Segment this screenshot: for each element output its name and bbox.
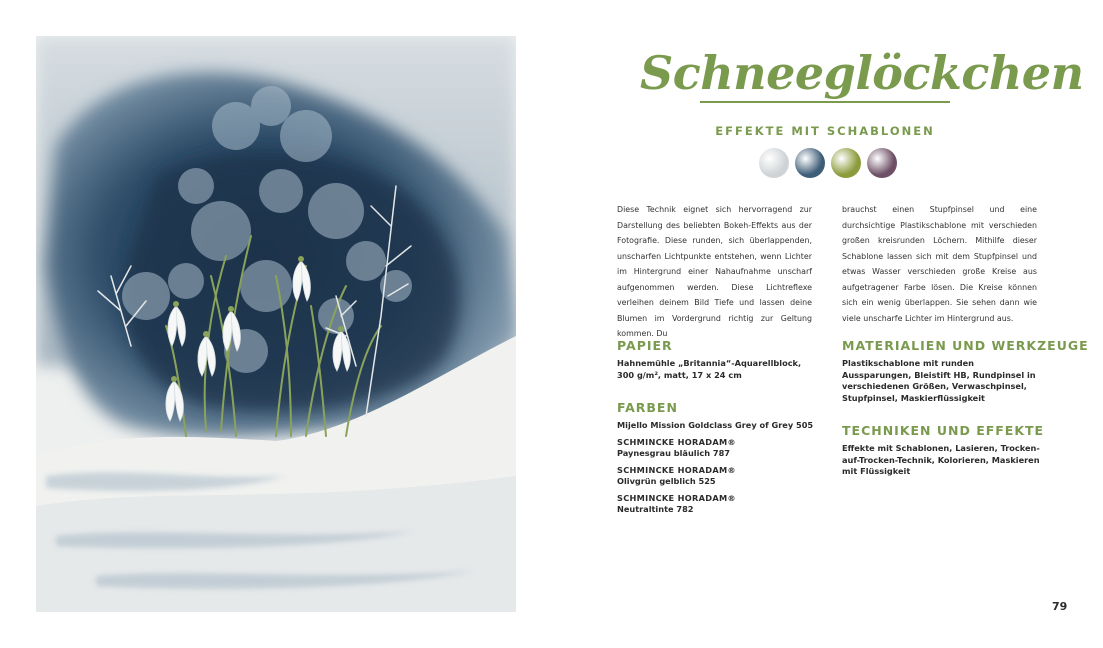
intro-text-right: brauchst einen Stupfpinsel und eine durchsichtige Plastikschablone mit verschieden großen kreisrunden Löchern. Mithilfe dieser Schablone lassen sich mit dem Stupfpinsel und etwas Wasser verschieden große Kreise aus aufgetragener Farbe lösen. Die Kreise können sich ein wenig überlappen. Sie sehen dann wie viele unscharfe Lichter im Hintergrund aus. (842, 205, 1037, 323)
paint-item (617, 420, 827, 432)
swatch-grey (759, 148, 789, 178)
page-number: 79 (1052, 600, 1068, 613)
papier-heading: PAPIER (617, 338, 673, 353)
swatch-olive-green (831, 148, 861, 178)
paint-item (617, 493, 827, 516)
paint-item-brand: SCHMINCKE HORADAM® (617, 464, 736, 475)
farben-list (617, 420, 827, 521)
paint-item (617, 437, 827, 460)
paint-item-line-1: Mijello Mission Goldclass Grey of Grey 505 (617, 420, 814, 430)
paint-item-name: Olivgrün gelblich 525 (617, 476, 716, 486)
techniken-text: Effekte mit Schablonen, Lasieren, Trocken-auf-Trocken-Technik, Kolorieren, Maskieren mit Flüssigkeit (842, 443, 1040, 476)
intro-text-left: Diese Technik eignet sich hervorragend zur Darstellung des beliebten Bokeh-Effekts aus der Fotografie. Diese runden, sich überlappenden, unscharfen Lichtpunkte entstehen, wenn Lichter im Hintergrund einer Nahaufnahme unscharf aufgenommen werden. Diese Lichtreflexe verleihen deinem Bild Tiefe und lassen deine Blumen im Vordergrund richtig zur Geltung kommen. Du (617, 205, 812, 338)
paint-item (617, 465, 827, 488)
title-underline (700, 101, 950, 103)
swatch-paynes-grey (795, 148, 825, 178)
swatch-neutral-tint (867, 148, 897, 178)
color-swatches (759, 148, 897, 180)
snowdrop-illustration-icon (36, 36, 516, 612)
materialien-heading: MATERIALIEN UND WERKZEUGE (842, 338, 1089, 353)
paint-item-name: Neutraltinte 782 (617, 504, 694, 514)
paint-item-brand: SCHMINCKE HORADAM® (617, 436, 736, 447)
snowdrop-painting (36, 36, 516, 612)
farben-heading: FARBEN (617, 400, 678, 415)
paint-item-name: Paynesgrau bläulich 787 (617, 448, 731, 458)
papier-line-2: 300 g/m², matt, 17 x 24 cm (617, 370, 742, 380)
materialien-text: Plastikschablone mit runden Aussparungen, Bleistift HB, Rundpinsel in verschiedenen Größen, Verwaschpinsel, Stupfpinsel, Maskierflüssigkeit (842, 358, 1036, 403)
page-subtitle: EFFEKTE MIT SCHABLONEN (715, 124, 935, 138)
paint-item-brand: SCHMINCKE HORADAM® (617, 492, 736, 503)
page-title: Schneeglöckchen (640, 46, 1084, 100)
papier-line-1: Hahnemühle „Britannia“-Aquarellblock, (617, 358, 802, 368)
techniken-heading: TECHNIKEN UND EFFEKTE (842, 423, 1045, 438)
